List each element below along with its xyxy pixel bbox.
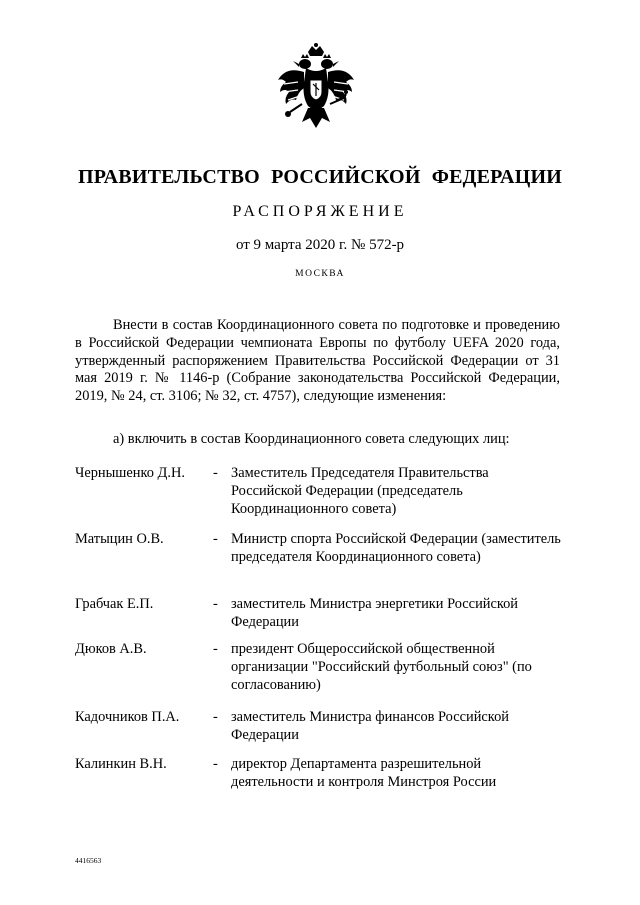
member-dash: -: [213, 596, 218, 612]
member-role: Министр спорта Российской Федерации (заместитель председателя Координационного совета): [231, 531, 561, 565]
member-dash: -: [213, 531, 218, 547]
member-name: Чернышенко Д.Н.: [75, 465, 185, 481]
member-dash: -: [213, 465, 218, 481]
intro-paragraph: Внести в состав Координационного совета по подготовке и проведению в Российской Федерации чемпионата Европы по футболу UEFA 2020 года, утвержденный распоряжением Правительства Российской Федерации от 31 мая 2019 г. № 1146-р (Собрание законодательства Российской Федерации, 2019, № 24, ст. 3106; № 32, ст. 4757), следующие изменения:: [75, 317, 560, 405]
russian-coat-of-arms-icon: [272, 42, 360, 138]
member-dash: -: [213, 709, 218, 725]
member-role: президент Общероссийской общественной организации "Российский футбольный союз" (по согласованию): [231, 641, 532, 693]
member-role: заместитель Министра финансов Российской Федерации: [231, 709, 509, 743]
document-city: МОСКВА: [295, 269, 345, 279]
document-type: РАСПОРЯЖЕНИЕ: [232, 203, 408, 220]
member-name: Дюков А.В.: [75, 641, 147, 657]
member-dash: -: [213, 641, 218, 657]
member-name: Матыцин О.В.: [75, 531, 164, 547]
member-name: Калинкин В.Н.: [75, 756, 167, 772]
government-title: ПРАВИТЕЛЬСТВО РОССИЙСКОЙ ФЕДЕРАЦИИ: [78, 166, 562, 188]
member-name: Грабчак Е.П.: [75, 596, 154, 612]
member-dash: -: [213, 756, 218, 772]
document-date-number: от 9 марта 2020 г. № 572-р: [235, 237, 405, 253]
member-role: директор Департамента разрешительной деятельности и контроля Минстроя России: [231, 756, 497, 790]
member-role: Заместитель Председателя Правительства Российской Федерации (председатель Координационного совета): [231, 465, 489, 517]
member-name: Кадочников П.А.: [75, 709, 180, 725]
member-role: заместитель Министра энергетики Российской Федерации: [231, 596, 519, 630]
subpoint-a: а) включить в состав Координационного совета следующих лиц:: [113, 431, 510, 447]
footer-code: 4416563: [75, 856, 102, 865]
